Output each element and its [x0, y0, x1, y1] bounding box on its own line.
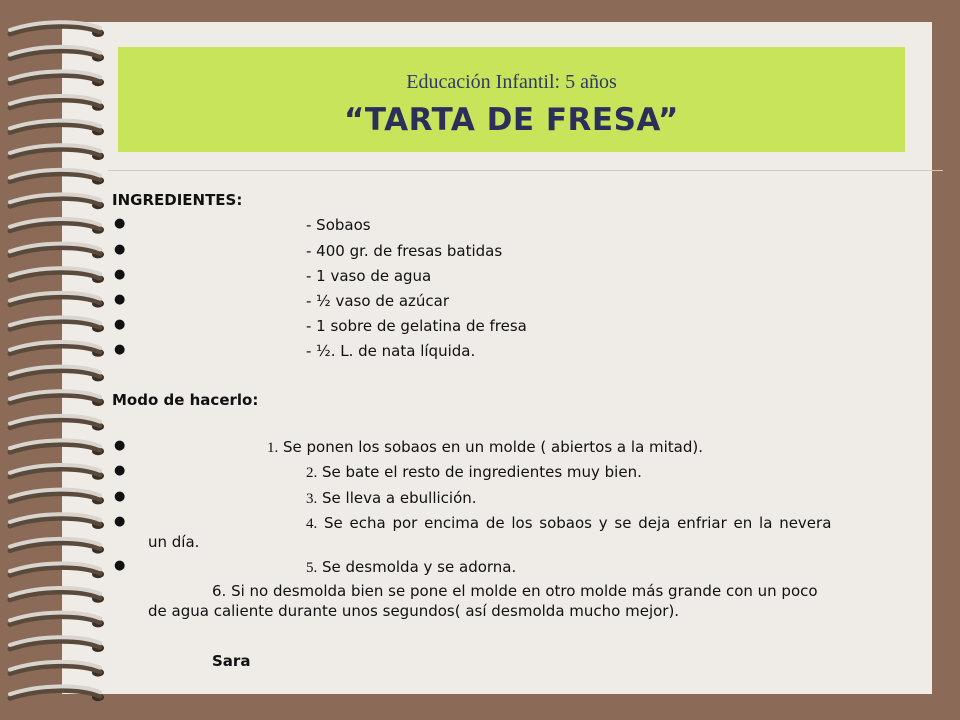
divider [108, 170, 943, 171]
bullet-icon: ● [114, 242, 126, 257]
bullet-icon: ● [114, 463, 126, 478]
bullet-icon: ● [114, 438, 126, 453]
ingredients-heading: INGREDIENTES: [112, 191, 243, 209]
title-banner [118, 47, 905, 152]
bullet-icon: ● [114, 489, 126, 504]
bullet-icon: ● [114, 558, 126, 573]
signature: Sara [212, 652, 251, 670]
bullet-icon: ● [114, 292, 126, 307]
spiral-binding [0, 0, 120, 720]
bullet-icon: ● [114, 342, 126, 357]
page-title: “TARTA DE FRESA” [344, 102, 679, 138]
page-subtitle: Educación Infantil: 5 años [406, 71, 617, 93]
bullet-icon: ● [114, 317, 126, 332]
bullet-icon: ● [114, 267, 126, 282]
method-note-line: de agua caliente durante unos segundos( así desmolda mucho mejor). [148, 602, 680, 620]
bullet-icon: ● [114, 514, 126, 529]
method-heading: Modo de hacerlo: [112, 391, 259, 409]
bullet-icon: ● [114, 216, 126, 231]
method-note-line: 6. Si no desmolda bien se pone el molde en otro molde más grande con un poco [212, 582, 818, 600]
